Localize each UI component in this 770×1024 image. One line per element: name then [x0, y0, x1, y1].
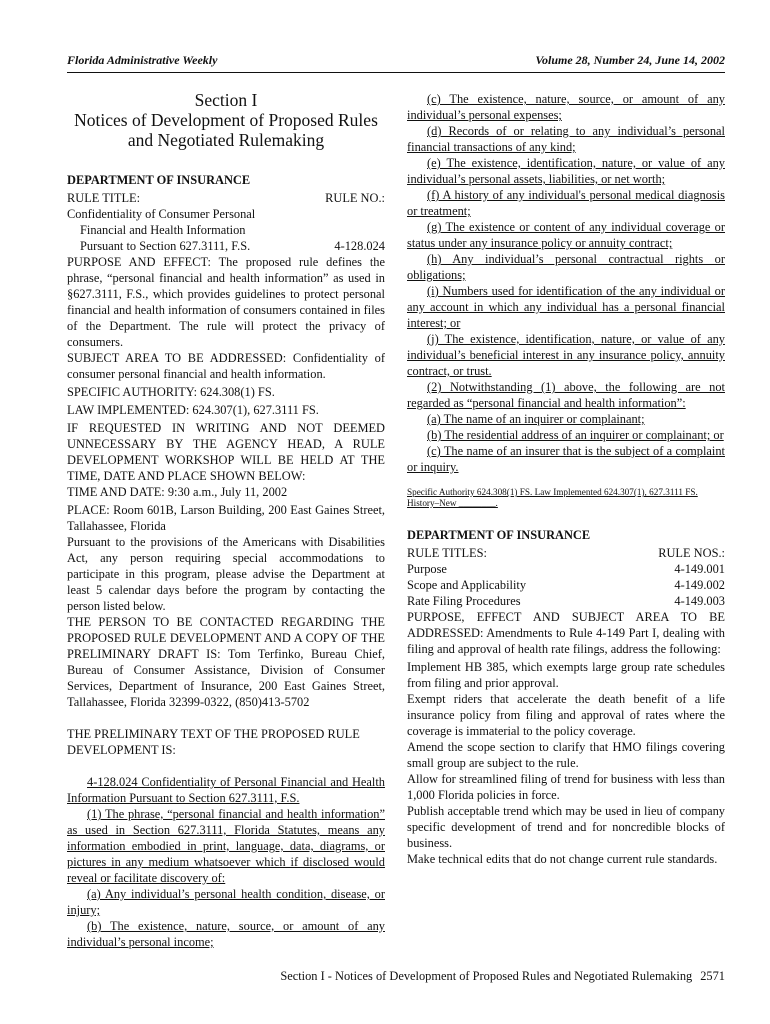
purpose-effect-subject: PURPOSE, EFFECT AND SUBJECT AREA TO BE ADDRESSED: Amendments to Rule 4-149 Part I, dealing with filing and approval of health rate filings, address the following:	[407, 610, 725, 656]
rule-paragraph-1c: (c) The existence, nature, source, or amount of any individual’s personal expenses;	[407, 92, 725, 122]
rule-row	[407, 561, 725, 577]
rule-row	[407, 593, 725, 609]
rule-paragraph-2c: (c) The name of an insurer that is the subject of a complaint or inquiry.	[407, 444, 725, 474]
rule-paragraph-2: (2) Notwithstanding (1) above, the following are not regarded as “personal financial and health information”:	[407, 380, 725, 410]
rule-row-number: 4-149.003	[674, 594, 725, 608]
rule-paragraph-1a: (a) Any individual’s personal health condition, disease, or injury;	[67, 887, 385, 917]
rule-nos-label: RULE NOS.:	[658, 546, 725, 560]
rule-title-header	[67, 190, 385, 206]
rule-titles-header	[407, 545, 725, 561]
department-heading-2: DEPARTMENT OF INSURANCE	[407, 528, 591, 542]
footer-text: Section I - Notices of Development of Proposed Rules and Negotiated Rulemaking	[280, 969, 693, 983]
rule-paragraph-1h: (h) Any individual’s personal contractual rights or obligations;	[407, 252, 725, 282]
rule-paragraph-1d: (d) Records of or relating to any individual’s personal financial transactions of any kind;	[407, 124, 725, 154]
running-header	[67, 52, 725, 70]
amendment-item: Implement HB 385, which exempts large group rate schedules from filing and prior approval.	[407, 660, 725, 690]
time-and-date: TIME AND DATE: 9:30 a.m., July 11, 2002	[67, 485, 288, 499]
left-column	[67, 90, 385, 950]
rule-paragraph-1j: (j) The existence, identification, nature, or value of any individual’s beneficial interest in any insurance policy, annuity contract, or trust.	[407, 332, 725, 378]
history-new: History–New ________.	[407, 498, 498, 508]
rule-no-label: RULE NO.:	[325, 191, 385, 205]
amendment-item: Publish acceptable trend which may be used in lieu of company specific development of trend and for noncredible blocks of business.	[407, 804, 725, 850]
journal-title: Florida Administrative Weekly	[67, 53, 218, 67]
rule-paragraph-2a: (a) The name of an inquirer or complainant;	[427, 412, 645, 426]
rule-row-title: Purpose	[407, 562, 447, 576]
rule-title-label: RULE TITLE:	[67, 191, 141, 205]
right-column	[407, 91, 725, 867]
section-title-line2: and Negotiated Rulemaking	[127, 130, 325, 150]
rule-row	[407, 577, 725, 593]
rule-paragraph-1i: (i) Numbers used for identification of the any individual or any account in which any individual has a personal financial interest; or	[407, 284, 725, 330]
amendment-item: Make technical edits that do not change current rule standards.	[407, 852, 718, 866]
purpose-effect: PURPOSE AND EFFECT: The proposed rule defines the phrase, “personal financial and health information” as used in §627.3111, F.S., which provides guidelines to protect personal financial and health information of consumers contained in files of the Department. The rule will protect the privacy of consumers.	[67, 255, 385, 349]
ada-notice: Pursuant to the provisions of the Americans with Disabilities Act, any person requiring special accommodations to participate in this program, please advise the Department at least 5 calendar days before the program by contacting the person listed below.	[67, 535, 385, 613]
rule-row-title: Scope and Applicability	[407, 578, 527, 592]
department-heading: DEPARTMENT OF INSURANCE	[67, 173, 251, 187]
rule-title-line1: Confidentiality of Consumer Personal	[67, 207, 256, 221]
rule-title-line2: Financial and Health Information	[80, 223, 246, 237]
header-divider	[67, 72, 725, 73]
rule-paragraph-1g: (g) The existence or content of any individual coverage or status under any insurance policy or annuity contract;	[407, 220, 725, 250]
subject-area: SUBJECT AREA TO BE ADDRESSED: Confidentiality of consumer personal financial and health information.	[67, 351, 385, 381]
preliminary-text-heading: THE PRELIMINARY TEXT OF THE PROPOSED RULE DEVELOPMENT IS:	[67, 727, 360, 757]
place: PLACE: Room 601B, Larson Building, 200 East Gaines Street, Tallahassee, Florida	[67, 503, 385, 533]
section-number: Section I	[194, 90, 258, 110]
rule-title-text: Pursuant to Section 627.3111, F.S.	[80, 239, 251, 253]
section-heading	[67, 90, 385, 150]
rule-paragraph-1f: (f) A history of any individual's personal medical diagnosis or treatment;	[407, 188, 725, 218]
amendment-item: Exempt riders that accelerate the death benefit of a life insurance policy from filing and approval of rates where the coverage is immaterial to the policy coverage.	[407, 692, 725, 738]
history-authority: Specific Authority 624.308(1) FS. Law Implemented 624.307(1), 627.3111 FS.	[407, 487, 698, 497]
rule-number: 4-128.024	[334, 239, 385, 253]
section-title-line1: Notices of Development of Proposed Rules	[74, 110, 378, 130]
rule-row-title: Rate Filing Procedures	[407, 594, 521, 608]
specific-authority: SPECIFIC AUTHORITY: 624.308(1) FS.	[67, 385, 275, 399]
amendment-item: Allow for streamlined filing of trend for business with less than 1,000 Florida policies in force.	[407, 772, 725, 802]
rule-title-line3	[67, 238, 385, 254]
rule-paragraph-1b: (b) The existence, nature, source, or amount of any individual’s personal income;	[67, 919, 385, 949]
law-implemented: LAW IMPLEMENTED: 624.307(1), 627.3111 FS.	[67, 403, 319, 417]
volume-info: Volume 28, Number 24, June 14, 2002	[535, 53, 725, 67]
rule-titles-label: RULE TITLES:	[407, 546, 487, 560]
rule-row-number: 4-149.002	[674, 578, 725, 592]
contact-person: THE PERSON TO BE CONTACTED REGARDING THE PROPOSED RULE DEVELOPMENT AND A COPY OF THE PRELIMINARY DRAFT IS: Tom Terfinko, Bureau Chief, Bureau of Consumer Assistance, Division of Consumer Services, Department of Insurance, 200 East Gaines Street, Tallahassee, Florida 32399-0322, (850)413-5702	[67, 615, 385, 709]
amendment-item: Amend the scope section to clarify that HMO filings covering small group are subject to the rule.	[407, 740, 725, 770]
rule-paragraph-1e: (e) The existence, identification, nature, or value of any individual’s personal assets, liabilities, or net worth;	[407, 156, 725, 186]
workshop-notice: IF REQUESTED IN WRITING AND NOT DEEMED UNNECESSARY BY THE AGENCY HEAD, A RULE DEVELOPMENT WORKSHOP WILL BE HELD AT THE TIME, DATE AND PLACE SHOWN BELOW:	[67, 421, 385, 483]
page-number: 2571	[700, 969, 725, 983]
page-footer	[280, 968, 725, 984]
rule-row-number: 4-149.001	[674, 562, 725, 576]
rule-paragraph-2b: (b) The residential address of an inquirer or complainant; or	[427, 428, 724, 442]
rule-text-heading: 4-128.024 Confidentiality of Personal Financial and Health Information Pursuant to Section 627.3111, F.S.	[67, 775, 385, 805]
rule-paragraph-1: (1) The phrase, “personal financial and health information” as used in Section 627.3111, Florida Statutes, means any information embodied in print, language, data, diagrams, or pictures in any medium whatsoever which if disclosed would reveal or facilitate discovery of:	[67, 807, 385, 885]
